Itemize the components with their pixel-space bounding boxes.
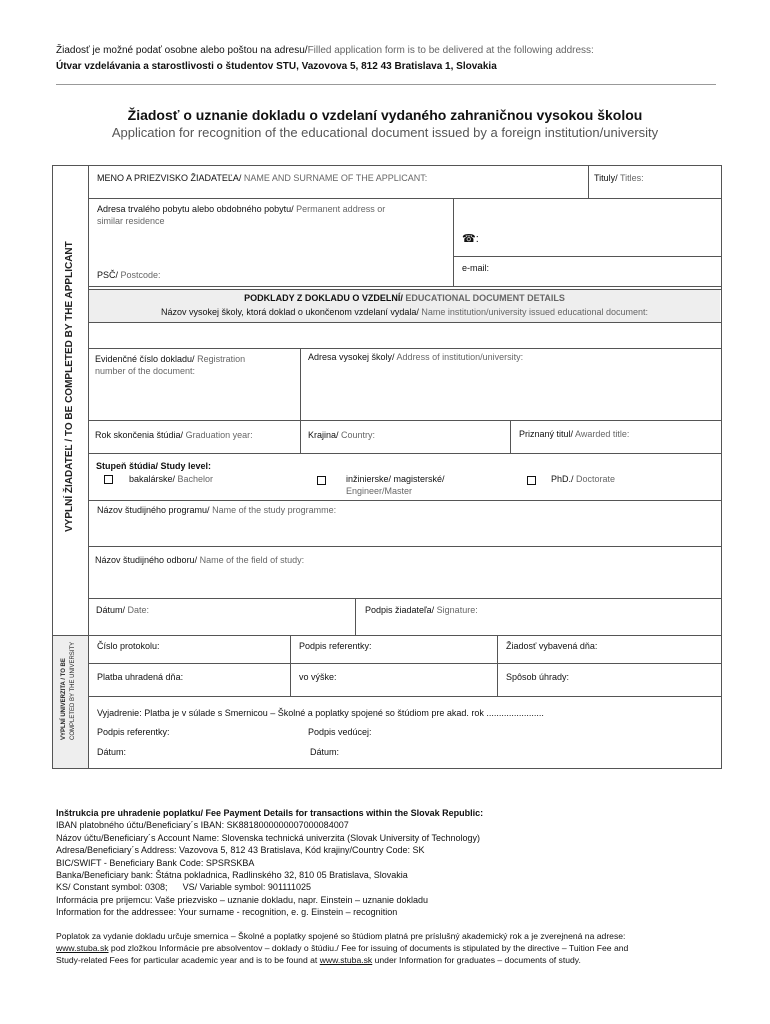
row-line	[88, 348, 722, 349]
master-label-en: Engineer/Master	[346, 486, 413, 496]
graduation-year-field[interactable]	[95, 429, 253, 441]
delivery-instruction-sk: Žiadosť je možné podať osobne alebo poštou na adresu/	[56, 45, 308, 56]
institution-name-field[interactable]	[89, 306, 720, 318]
institution-name-label: Názov vysokej školy, ktorá doklad o ukončenom vzdelaní vydala/	[160, 307, 419, 317]
registration-number-label-en: Registration	[194, 354, 246, 364]
col-line	[290, 635, 291, 696]
payment-line: Adresa/Beneficiary´s Address: Vazovova 5, 812 43 Bratislava, Kód krajiny/Country Code: SK	[56, 845, 425, 856]
col-line	[300, 420, 301, 453]
payment-amount-field[interactable]: vo výške:	[299, 672, 337, 682]
country-label: Krajina/	[308, 430, 339, 440]
institution-address-label-en: Address of institution/university:	[394, 352, 524, 362]
fee-footnote-line-3	[56, 954, 716, 966]
bachelor-checkbox[interactable]	[104, 475, 113, 484]
row-line	[88, 635, 722, 636]
payment-method-field[interactable]: Spôsob úhrady:	[506, 672, 570, 682]
delivery-instruction	[56, 44, 594, 57]
row-line	[88, 663, 722, 664]
graduation-year-label: Rok skončenia štúdia/	[95, 430, 184, 440]
fee-footnote-line-2-text: pod zložkou Informácie pre absolventov – doklady o štúdiu./ Fee for issuing of documents is stipulated by the directive – Tuition Fee and	[108, 943, 629, 953]
referent-date-field[interactable]: Dátum:	[97, 747, 127, 757]
fee-footnote-line-1: Poplatok za vydanie dokladu určuje smernica – Školné a poplatky spojené so štúdiom platná pre príslušný akademický rok a je zverejnená na adrese:	[56, 931, 626, 941]
bachelor-label-en: Bachelor	[175, 474, 214, 484]
stuba-link[interactable]: www.stuba.sk	[319, 955, 373, 965]
head-date-field[interactable]: Dátum:	[310, 747, 340, 757]
delivery-address: Útvar vzdelávania a starostlivosti o študentov STU, Vazovova 5, 812 43 Bratislava 1, Slovakia	[56, 61, 497, 72]
row-line	[88, 598, 722, 599]
col-line	[510, 420, 511, 453]
titles-field[interactable]	[594, 172, 644, 184]
registration-number-label: Evidenčné číslo dokladu/	[95, 354, 195, 364]
signature-label: Podpis žiadateľa/	[365, 605, 435, 615]
row-line	[88, 453, 722, 454]
col-line	[588, 165, 589, 198]
row-line	[88, 286, 722, 287]
phd-label-en: Doctorate	[573, 474, 616, 484]
registration-number-field[interactable]	[95, 353, 295, 377]
row-line	[88, 696, 722, 697]
phone-icon: ☎	[462, 233, 476, 245]
study-programme-label-en: Name of the study programme:	[209, 505, 337, 515]
header-divider	[56, 84, 716, 85]
page-subtitle: Application for recognition of the educational document issued by a foreign institution/university	[111, 125, 659, 140]
head-signature-field[interactable]: Podpis vedúcej:	[308, 727, 372, 737]
col-line	[453, 198, 454, 286]
fee-footnote-line-3-end: under Information for graduates – documents of study.	[372, 955, 581, 965]
study-level-label-en: Study level:	[158, 461, 212, 471]
phone-colon: :	[475, 233, 479, 245]
stuba-link[interactable]: www.stuba.sk	[56, 943, 109, 953]
awarded-title-label: Priznaný titul/	[519, 429, 574, 439]
doc-details-heading-en: EDUCATIONAL DOCUMENT DETAILS	[402, 293, 565, 303]
payment-line: KS/ Constant symbol: 0308; VS/ Variable symbol: 901111025	[56, 882, 311, 893]
doc-details-heading-sk: PODKLADY Z DOKLADU O VZDELNÍ/	[244, 293, 403, 303]
bachelor-option	[129, 473, 213, 485]
row-line	[88, 198, 722, 199]
phd-label: PhD./	[551, 474, 574, 484]
referent-signature-field[interactable]: Podpis referentky:	[299, 641, 372, 651]
payment-line: Information for the addressee: Your surname - recognition, e. g. Einstein – recognition	[56, 907, 398, 918]
university-section-label-1: VYPLNÍ UNIVERZITA / TO BE	[61, 658, 67, 740]
payment-line: IBAN platobného účtu/Beneficiary´s IBAN: SK8818000000007000084007	[56, 820, 349, 831]
university-section-label-2: COMPLETED BY THE UNIVERSITY	[70, 641, 76, 740]
field-of-study-label: Názov študijného odboru/	[95, 555, 198, 565]
master-checkbox[interactable]	[317, 476, 326, 485]
study-level-label-sk: Stupeň štúdia/	[96, 461, 159, 471]
awarded-title-label-en: Awarded title:	[573, 429, 630, 439]
referent-signature-field-2[interactable]: Podpis referentky:	[97, 727, 170, 737]
address-label: Adresa trvalého pobytu alebo obdobného pobytu/	[97, 204, 294, 214]
master-label: inžinierske/ magisterské/	[346, 474, 445, 484]
bachelor-label: bakalárske/	[129, 474, 176, 484]
payment-line: Banka/Beneficiary bank: Štátna pokladnica, Radlinského 32, 810 05 Bratislava, Slovakia	[56, 870, 408, 881]
postcode-label-en: Postcode:	[118, 270, 161, 280]
address-label-en-2: similar residence	[97, 216, 165, 226]
applicant-section-label: VYPLNÍ ŽIADATEĽ / TO BE COMPLETED BY THE APPLICANT	[64, 241, 75, 532]
awarded-title-field[interactable]	[519, 428, 629, 440]
permanent-address-field[interactable]	[97, 203, 447, 227]
titles-label-en: Titles:	[617, 173, 644, 183]
row-line	[88, 322, 722, 323]
date-label-en: Date:	[125, 605, 150, 615]
titles-label: Tituly/	[594, 173, 618, 183]
fee-footnote-line-2	[56, 942, 716, 954]
graduation-year-label-en: Graduation year:	[183, 430, 253, 440]
col-line	[497, 635, 498, 696]
phd-option	[551, 473, 615, 485]
date-field[interactable]	[96, 604, 149, 616]
postcode-field[interactable]	[97, 269, 161, 281]
delivery-instruction-en: Filled application form is to be delivered at the following address:	[307, 45, 594, 56]
phone-field[interactable]	[462, 233, 479, 246]
row-line	[88, 500, 722, 501]
signature-field[interactable]	[365, 604, 478, 616]
row-line	[88, 289, 722, 290]
field-of-study-label-en: Name of the field of study:	[197, 555, 305, 565]
institution-address-label: Adresa vysokej školy/	[308, 352, 395, 362]
payment-date-field[interactable]: Platba uhradená dňa:	[97, 672, 184, 682]
registration-number-label-en-2: number of the document:	[95, 366, 196, 376]
row-line	[88, 546, 722, 547]
side-column-divider	[88, 165, 89, 769]
col-line	[355, 598, 356, 636]
protocol-number-field[interactable]: Číslo protokolu:	[97, 641, 160, 651]
address-label-en: Permanent address or	[293, 204, 386, 214]
payment-statement: Vyjadrenie: Platba je v súlade s Smernicou – Školné a poplatky spojené so štúdiom pre akad. rok .......................	[97, 708, 544, 718]
country-label-en: Country:	[338, 430, 376, 440]
phd-checkbox[interactable]	[527, 476, 536, 485]
fee-footnote-line-3-text: Study-related Fees for particular academic year and is to be found at	[56, 955, 320, 965]
applicant-name-field[interactable]	[97, 172, 427, 184]
study-level-label	[96, 460, 211, 472]
date-label: Dátum/	[96, 605, 126, 615]
applicant-name-label: MENO A PRIEZVISKO ŽIADATEĽA/	[97, 173, 242, 183]
col-line	[300, 348, 301, 420]
doc-details-heading	[89, 292, 720, 304]
payment-heading: Inštrukcia pre uhradenie poplatku/ Fee Payment Details for transactions within the Slovak Republic:	[56, 808, 484, 818]
country-field[interactable]	[308, 429, 375, 441]
applicant-name-label-en: NAME AND SURNAME OF THE APPLICANT:	[241, 173, 428, 183]
institution-name-label-en: Name institution/university issued educational document:	[418, 307, 649, 317]
row-line	[453, 256, 722, 257]
email-field[interactable]: e-mail:	[462, 263, 490, 273]
processed-date-field[interactable]: Žiadosť vybavená dňa:	[506, 641, 598, 651]
study-programme-field[interactable]	[97, 504, 336, 516]
signature-label-en: Signature:	[434, 605, 478, 615]
study-programme-label: Názov študijného programu/	[97, 505, 210, 515]
fee-footnote	[56, 930, 716, 966]
postcode-label: PSČ/	[97, 270, 119, 280]
field-of-study-field[interactable]	[95, 554, 304, 566]
page-title: Žiadosť o uznanie dokladu o vzdelaní vydaného zahraničnou vysokou školou	[127, 107, 643, 123]
master-option	[346, 473, 445, 497]
payment-instructions	[56, 807, 483, 919]
payment-line: Informácia pre prijemcu: Vaše priezvisko – uznanie dokladu, napr. Einstein – uznanie dokladu	[56, 894, 429, 905]
row-line	[88, 420, 722, 421]
payment-line: BIC/SWIFT - Beneficiary Bank Code: SPSRSKBA	[56, 857, 255, 868]
payment-line: Názov účtu/Beneficiary´s Account Name: Slovenska technická univerzita (Slovak University of Technology)	[56, 832, 481, 843]
side-section-divider	[52, 635, 89, 636]
institution-address-field[interactable]	[308, 351, 523, 363]
